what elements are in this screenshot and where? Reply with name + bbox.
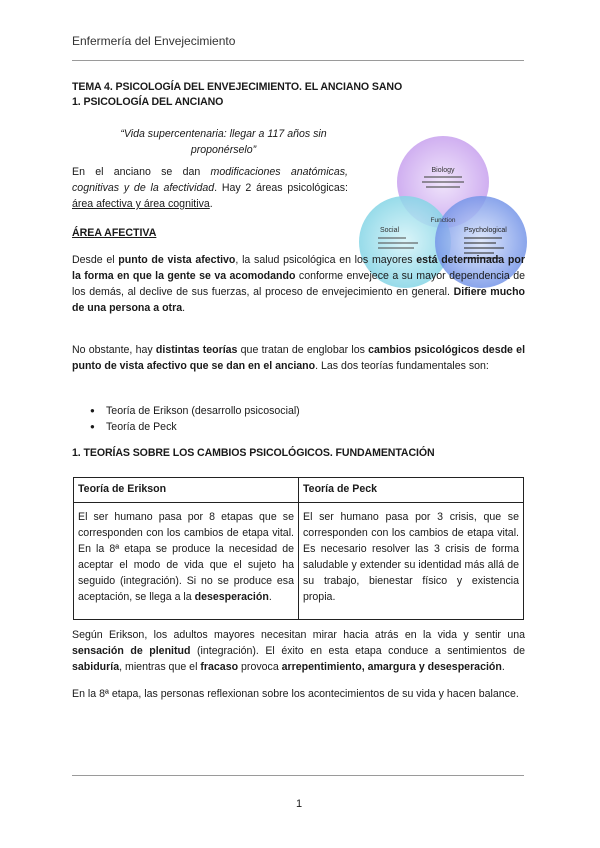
erikson-cell: El ser humano pasa por 8 etapas que se corresponden con los cambios de etapa vital. En la 8ª etapa se produce la necesidad de aceptar el modo de vida que el sujeto ha seguido (integración). Si no se produce esa aceptación, se llega a la desesperación. — [74, 503, 299, 620]
venn-sublabel-bar — [464, 247, 504, 249]
venn-sublabel-bar — [378, 242, 418, 244]
table-row — [74, 503, 524, 620]
list-item: ● Teoría de Erikson (desarrollo psicosocial) — [72, 403, 300, 419]
theories-list — [72, 403, 300, 435]
area-afectiva-heading: ÁREA AFECTIVA — [72, 227, 157, 239]
venn-label-function: Function — [430, 217, 456, 224]
table-header-row — [74, 478, 524, 503]
header-divider — [72, 60, 524, 61]
page-number: 1 — [296, 798, 303, 810]
peck-cell: El ser humano pasa por 3 crisis, que se corresponden con los cambios de etapa vital. Es necesario resolver las 3 crisis de forma saludable y extender su identidad más allá de su trabajo, bienestar físico y existencia propia. — [299, 503, 524, 620]
footer-divider — [72, 775, 524, 776]
tema-heading: TEMA 4. PSICOLOGÍA DEL ENVEJECIMIENTO. EL ANCIANO SANO — [72, 81, 403, 93]
venn-sublabel-bar — [464, 242, 496, 244]
affective-paragraph: Desde el punto de vista afectivo, la salud psicológica en los mayores está determinada por la forma en que la gente se va acomodando conforme envejece a su mayor dependencia de los demás, al declive de sus fuerzas, al proceso de envejecimiento en general. Difiere mucho de una persona a otra. — [72, 254, 526, 314]
venn-sublabel-bar — [378, 237, 406, 239]
theories-table — [73, 477, 524, 620]
theories-heading: 1. TEORÍAS SOBRE LOS CAMBIOS PSICOLÓGICOS. FUNDAMENTACIÓN — [72, 447, 435, 459]
erikson-paragraph: Según Erikson, los adultos mayores necesitan mirar hacia atrás en la vida y sentir una sensación de plenitud (integración). El éxito en esta etapa conduce a sentimientos de sabiduría, mientras que el fracaso provoca arrepentimiento, amargura y desesperación. — [72, 629, 525, 673]
venn-label-biology: Biology — [431, 167, 455, 174]
balance-paragraph: En la 8ª etapa, las personas reflexionan sobre los acontecimientos de su vida y hacen balance. — [72, 688, 519, 700]
list-item: ● Teoría de Peck — [72, 419, 300, 435]
section-heading: 1. PSICOLOGÍA DEL ANCIANO — [72, 96, 224, 108]
venn-sublabel-bar — [464, 237, 502, 239]
quote: “Vida supercentenaria: llegar a 117 años sin proponérselo” — [120, 128, 327, 156]
venn-sublabel-bar — [424, 176, 462, 178]
venn-label-social: Social — [380, 227, 400, 234]
table-header-peck: Teoría de Peck — [299, 478, 524, 503]
document-header: Enfermería del Envejecimiento — [72, 34, 236, 48]
venn-label-psychological: Psychological — [464, 227, 507, 234]
venn-sublabel-bar — [426, 186, 460, 188]
theories-intro-paragraph: No obstante, hay distintas teorías que tratan de englobar los cambios psicológicos desde el punto de vista afectivo que se dan en el anciano. Las dos teorías fundamentales son: — [72, 344, 526, 372]
table-header-erikson: Teoría de Erikson — [74, 478, 299, 503]
venn-sublabel-bar — [422, 181, 464, 183]
intro-paragraph: En el anciano se dan modificaciones anatómicas, cognitivas y de la afectividad. Hay 2 áreas psicológicas: área afectiva y área cognitiva. — [72, 166, 348, 210]
venn-sublabel-bar — [378, 247, 414, 249]
